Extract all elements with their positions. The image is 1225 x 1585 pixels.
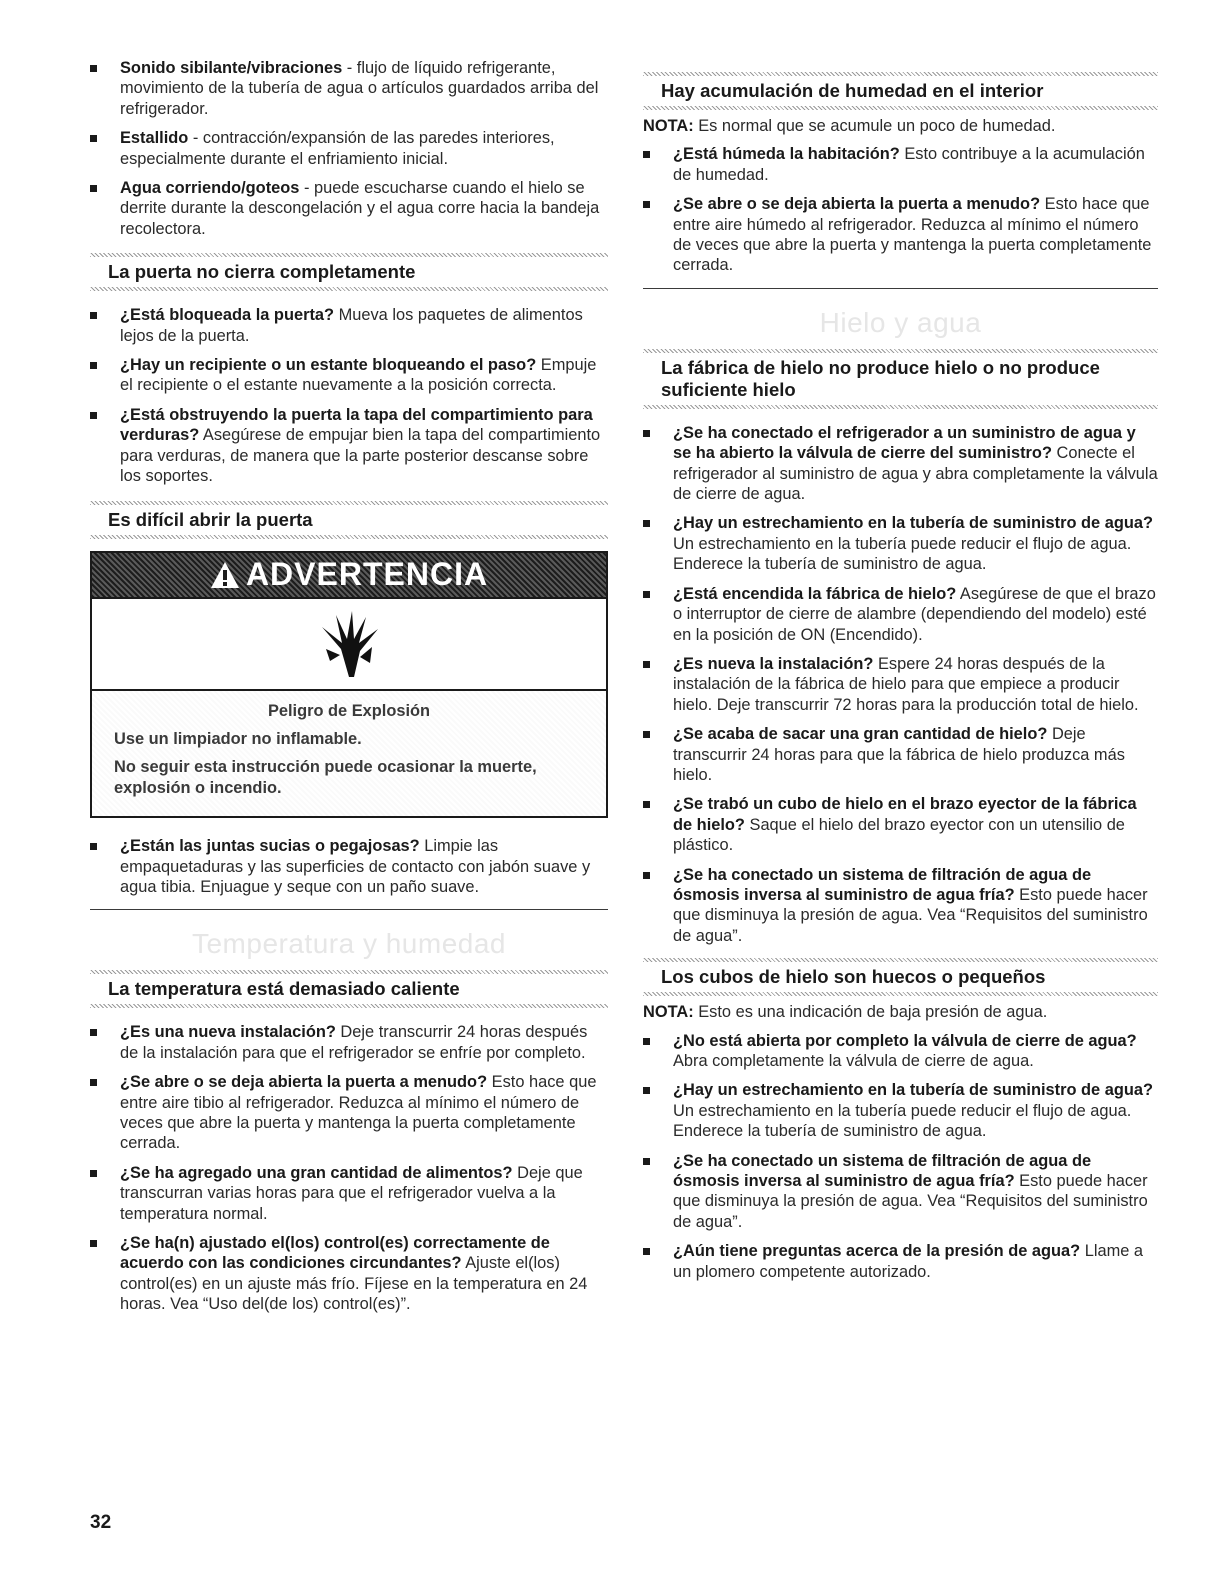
left-column: [90, 58, 608, 1324]
list-item: [90, 836, 608, 897]
item-question: ¿Están las juntas sucias o pegajosas?: [120, 837, 420, 856]
note-text: Es normal que se acumule un poco de humedad.: [693, 117, 1056, 135]
note-text: Esto es una indicación de baja presión de agua.: [693, 1003, 1048, 1022]
item-question: ¿Se ha conectado un sistema de filtración de agua de ósmosis inversa al suministro de agua fría?: [673, 1151, 1092, 1191]
list-item: [643, 1241, 1158, 1282]
divider-hatch: [643, 992, 1158, 996]
item-question: ¿Se ha(n) ajustado el(los) control(es) correctamente de acuerdo con las condiciones circundantes?: [120, 1234, 550, 1273]
item-question: ¿Se abre o se deja abierta la puerta a menudo?: [673, 195, 1041, 214]
note-label: NOTA:: [643, 117, 694, 135]
item-answer: Llame a un plomero competente autorizado.: [673, 1242, 1144, 1281]
item-answer: Esto puede hacer que disminuya la presión de agua. Vea “Requisitos del suministro de agua”.: [673, 885, 1148, 945]
item-question: ¿Es una nueva instalación?: [120, 1023, 336, 1042]
heading-ice-maker: La fábrica de hielo no produce hielo o no produce suficiente hielo: [661, 356, 1100, 400]
list-item: [643, 794, 1158, 855]
heading-hollow-cubes: Los cubos de hielo son huecos o pequeños: [661, 966, 1046, 988]
list-item: [643, 144, 1158, 185]
item-answer: Espere 24 horas después de la instalación de la fábrica de hielo para que empiece a producir hielo. Deje transcurrir 72 horas para la producción total de hielo.: [673, 654, 1139, 714]
item-answer: Abra completamente la válvula de cierre de agua.: [673, 1052, 1034, 1070]
list-item: [90, 1072, 608, 1154]
divider-hatch: [643, 405, 1158, 409]
warning-body: [92, 691, 606, 817]
moisture-list: [643, 144, 1158, 275]
heading-moisture: Hay acumulación de humedad en el interior: [661, 80, 1044, 101]
item-answer: Empuje el recipiente o el estante nuevamente a la posición correcta.: [120, 356, 597, 395]
warning-triangle-icon: [210, 561, 240, 589]
heading-door-close: La puerta no cierra completamente: [108, 261, 416, 283]
list-item: [643, 513, 1158, 574]
list-item: [643, 1151, 1158, 1233]
item-answer: Esto contribuye a la acumulación de humedad.: [673, 145, 1145, 184]
item-question: Agua corriendo/goteos: [120, 179, 300, 198]
item-answer: Un estrechamiento en la tubería puede reducir el flujo de agua. Enderece la tubería de suministro de agua.: [673, 1101, 1132, 1141]
section-title-ice: Hielo y agua: [819, 306, 982, 338]
item-question: ¿Aún tiene preguntas acerca de la presión de agua?: [673, 1242, 1081, 1261]
heading-temp-warm: La temperatura está demasiado caliente: [108, 978, 460, 1000]
intro-list: [90, 58, 608, 239]
item-answer: Asegúrese de que el brazo o interruptor de cierre de alambre (dependiendo del modelo) esté en la posición de ON (Encendido).: [673, 584, 1156, 644]
item-question: Sonido sibilante/vibraciones: [120, 59, 343, 77]
warning-line-1: Use un limpiador no inflamable.: [114, 729, 362, 748]
item-answer: Limpie las empaquetaduras y las superficies de contacto con jabón suave y agua tibia. Enjuague y seque con un paño suave.: [120, 837, 591, 896]
list-item: [90, 355, 608, 396]
ice-maker-list: [643, 423, 1158, 946]
heading-door-open: Es difícil abrir la puerta: [108, 508, 313, 530]
list-item: [90, 178, 608, 239]
warning-header: [92, 553, 606, 597]
item-answer: Deje transcurrir 24 horas para que la fábrica de hielo produzca más hielo.: [673, 725, 1125, 784]
hollow-cubes-list: [643, 1031, 1158, 1282]
warning-icon-area: [92, 597, 606, 691]
item-answer: Un estrechamiento en la tubería puede reducir el flujo de agua. Enderece la tubería de suministro de agua.: [673, 534, 1132, 574]
list-item: [90, 1163, 608, 1224]
divider-hatch: [90, 287, 608, 291]
list-item: [643, 654, 1158, 715]
item-question: ¿Se acaba de sacar una gran cantidad de hielo?: [673, 725, 1048, 744]
item-answer: - contracción/expansión de las paredes interiores, especialmente durante el enfriamiento inicial.: [120, 129, 555, 168]
item-answer: Esto hace que entre aire húmedo al refrigerador. Reduzca al mínimo el número de veces que abre la puerta y mantenga la puerta completamente cerrada.: [673, 195, 1152, 275]
list-item: [90, 1233, 608, 1315]
note-moisture: [643, 116, 1158, 136]
divider-hatch: [643, 106, 1158, 110]
temp-warm-list: [90, 1022, 608, 1314]
warning-box: [90, 551, 608, 819]
warning-line-2: No seguir esta instrucción puede ocasionar la muerte, explosión o incendio.: [114, 758, 537, 797]
item-answer: Saque el hielo del brazo eyector con un utensilio de plástico.: [673, 815, 1125, 855]
item-answer: Deje que transcurran varias horas para que el refrigerador vuelva a la temperatura normal.: [120, 1163, 583, 1223]
item-answer: Deje transcurrir 24 horas después de la instalación para que el refrigerador se enfríe por completo.: [120, 1023, 588, 1062]
item-question: ¿Está bloqueada la puerta?: [120, 306, 335, 325]
divider-hatch: [90, 535, 608, 539]
list-item: [643, 865, 1158, 947]
item-question: ¿Hay un estrechamiento en la tubería de suministro de agua?: [673, 1081, 1153, 1100]
right-column: [643, 72, 1158, 1291]
note-label: NOTA:: [643, 1003, 694, 1022]
item-question: ¿Se ha conectado un sistema de filtración de agua de ósmosis inversa al suministro de agua fría?: [673, 865, 1092, 904]
item-question: ¿Hay un recipiente o un estante bloqueando el paso?: [120, 356, 537, 375]
explosion-icon: [314, 609, 384, 679]
item-answer: Ajuste el(los) control(es) en un ajuste más frío. Fíjese en la temperatura en 24 horas. Vea “Uso del(de los) control(es)”.: [120, 1254, 588, 1314]
item-question: ¿Está obstruyendo la puerta la tapa del compartimiento para verduras?: [120, 405, 593, 445]
list-item: [643, 194, 1158, 276]
list-item: [90, 128, 608, 169]
item-question: ¿Se trabó un cubo de hielo en el brazo eyector de la fábrica de hielo?: [673, 795, 1137, 834]
list-item: [643, 1031, 1158, 1072]
list-item: [643, 1080, 1158, 1141]
list-item: [643, 724, 1158, 785]
item-answer: - flujo de líquido refrigerante, movimiento de la tubería de agua o artículos guardados arriba del refrigerador.: [120, 59, 599, 118]
item-question: ¿Se ha conectado el refrigerador a un suministro de agua y se ha abierto la válvula de cierre del suministro?: [673, 423, 1136, 463]
item-question: ¿Es nueva la instalación?: [673, 654, 874, 673]
item-question: ¿Está encendida la fábrica de hielo?: [673, 584, 957, 603]
door-open-list: [90, 836, 608, 897]
item-question: ¿No está abierta por completo la válvula de cierre de agua?: [673, 1031, 1137, 1050]
divider-hatch: [90, 1004, 608, 1008]
door-close-list: [90, 305, 608, 486]
item-question: ¿Se ha agregado una gran cantidad de alimentos?: [120, 1163, 513, 1182]
item-answer: Mueva los paquetes de alimentos lejos de la puerta.: [120, 306, 583, 345]
item-answer: Conecte el refrigerador al suministro de agua y abra completamente la válvula de cierre de agua.: [673, 444, 1158, 504]
item-question: ¿Se abre o se deja abierta la puerta a menudo?: [120, 1073, 488, 1092]
item-question: Estallido: [120, 129, 189, 148]
list-item: [90, 1022, 608, 1063]
item-answer: Esto hace que entre aire tibio al refrigerador. Reduzca al mínimo el número de veces que abre la puerta y mantenga la puerta completamente cerrada.: [120, 1073, 597, 1153]
list-item: [90, 405, 608, 487]
warning-title: ADVERTENCIA: [245, 556, 489, 592]
item-question: ¿Hay un estrechamiento en la tubería de suministro de agua?: [673, 514, 1153, 533]
note-hollow-cubes: [643, 1002, 1158, 1022]
warning-hazard: Peligro de Explosión: [267, 701, 431, 720]
item-answer: Asegúrese de empujar bien la tapa del compartimiento para verduras, de manera que la parte posterior descanse sobre los soportes.: [120, 426, 601, 486]
item-answer: - puede escucharse cuando el hielo se derrite durante la descongelación y el agua corre hacia la bandeja recolectora.: [120, 179, 600, 238]
list-item: [90, 58, 608, 119]
list-item: [643, 423, 1158, 505]
section-title-temperature: Temperatura y humedad: [191, 928, 506, 960]
list-item: [643, 584, 1158, 645]
item-answer: Esto puede hacer que disminuya la presión de agua. Vea “Requisitos del suministro de agua”.: [673, 1172, 1148, 1231]
page-number: 32: [90, 1512, 112, 1533]
item-question: ¿Está húmeda la habitación?: [673, 145, 900, 164]
list-item: [90, 305, 608, 346]
